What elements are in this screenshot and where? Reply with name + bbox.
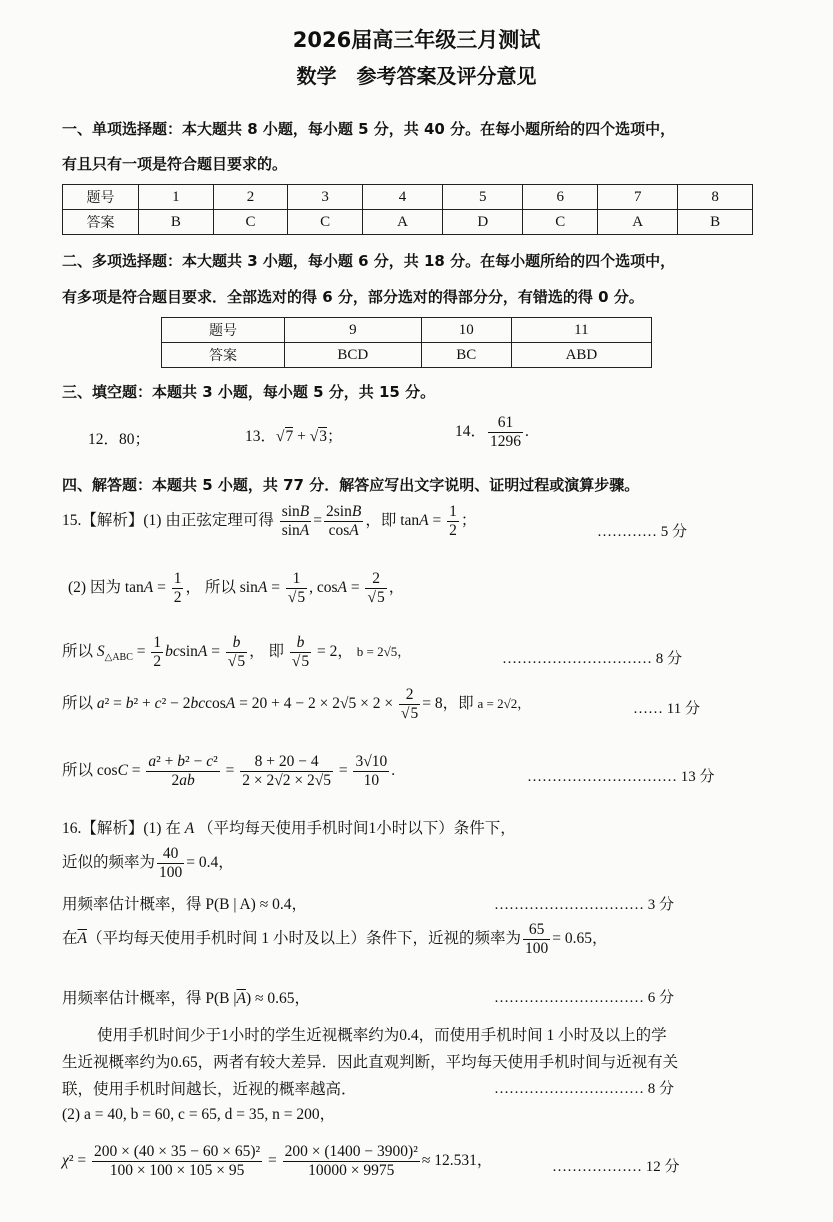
q16-line1: 16.【解析】(1) 在 A （平均每天使用手机时间1小时以下）条件下， (62, 820, 516, 837)
table-cell: 5 (443, 185, 523, 210)
q16-score-12: ……………… 12 分 (552, 1159, 680, 1175)
q15-l2-mid: 所以 (204, 578, 236, 596)
q15-l2-pre: (2) 因为 (68, 578, 121, 596)
table-header-cell: 答案 (162, 343, 285, 368)
q15-line5: 所以 cosC = $\frac{\text{a² + b² − c²}}{2ab}$ = $\frac{8 + 20 - 4}{2 \times 2√2 \times 2√5}$ = $\frac{3√10}{10}$ . (62, 753, 396, 789)
table-cell: C (288, 210, 363, 235)
q15-l4-a: a = 2√2， (477, 695, 531, 711)
q12-answer: 12．80； (88, 431, 151, 448)
q16-l4-mid: （平均每天使用手机时间 1 小时及以上）条件下，近视的频率为 (86, 929, 521, 947)
q13-label: 13． (245, 428, 277, 445)
table-cell: D (443, 210, 523, 235)
q16-score-6: ………………………… 6 分 (494, 990, 675, 1006)
q15-score-13: ………………………… 13 分 (527, 769, 715, 785)
q16-chi-square: χ² = $\frac{\text{200 × (40 × 35 − 60 × 65)²}}{100 \times 100 \times 105 \times 95}$ = $\frac{\text{200 × (1400 − 3900)²}}{10000 \times 9975}$ ≈ 12.531， (62, 1143, 493, 1179)
q16-l4-tail: = 0.65， (552, 929, 608, 947)
sec3-heading: 三、填空题：本题共 3 小题，每小题 5 分，共 15 分。 (62, 383, 436, 401)
q16-l5-pre: 用频率估计概率，得 P(B | (62, 990, 237, 1007)
table-header-cell: 题号 (162, 318, 285, 343)
q15-line3: 所以 $S_{\triangle ABC}$ = $\frac{1}{2}$ bcsinA = $\frac{b}{√5}$ ， 即 $\frac{b}{√5}$ = 2， b = 2√5， (62, 634, 411, 670)
table-cell: 11 (511, 318, 651, 343)
chi-frac1-num: 200 × (40 × 35 − 60 × 65)² (93, 1143, 261, 1160)
table-cell: BCD (285, 343, 422, 368)
table-cell: 3 (288, 185, 363, 210)
q16-line6: (2) a = 40, b = 60, c = 65, d = 35, n = 200， (62, 1106, 336, 1123)
q13-sqrt2: 3 (319, 428, 328, 445)
q16-score-8: ………………………… 8 分 (494, 1081, 675, 1097)
q16-line5: 用频率估计概率，得 P(B $|\overline{A}) \approx 0.65$， (62, 990, 310, 1007)
q14-tail: . (525, 422, 529, 440)
table-header-cell: 题号 (63, 185, 139, 210)
sec1-heading-line2: 有且只有一项是符合题目要求的。 (62, 155, 288, 173)
q15-l3-pre: 所以 (62, 642, 94, 660)
q16-l5-tail: ) ≈ 0.65， (245, 990, 310, 1007)
table-cell: 9 (285, 318, 422, 343)
table-cell: BC (421, 343, 511, 368)
q14-answer (455, 414, 529, 451)
q16-para-line1: 使用手机时间少于1小时的学生近视概率约为0.4，而使用手机时间 1 小时及以上的学 (97, 1027, 667, 1044)
q15-l3-mid: 即 (268, 642, 285, 660)
q16-line3: 用频率估计概率，得 P(B | A) ≈ 0.4， (62, 896, 307, 913)
q15-score-5: ………… 5 分 (597, 524, 688, 540)
table-cell: C (523, 210, 598, 235)
q16-l4-den: 100 (525, 939, 549, 957)
table-row (162, 318, 652, 343)
table-cell: C (213, 210, 288, 235)
table-cell: ABD (511, 343, 651, 368)
q16-l4-pre: 在 (62, 929, 78, 947)
q15-jiyi: 即 (380, 511, 397, 529)
q14-label: 14． (455, 422, 487, 440)
sec4-heading: 四、解答题：本题共 5 小题，共 77 分．解答应写出文字说明、证明过程或演算步骤。 (62, 476, 640, 494)
page-title: 2026届高三年级三月测试 (292, 28, 541, 52)
table-row (63, 185, 753, 210)
table-cell: A (362, 210, 442, 235)
q16-l4-num: 65 (523, 921, 550, 940)
table-cell: 10 (421, 318, 511, 343)
sec2-heading-line1: 二、多项选择题：本大题共 3 小题，每小题 6 分，共 18 分。在每小题所给的四个选项中， (62, 252, 676, 270)
q16-para-line2: 生近视概率约为0.65，两者有较大差异．因此直观判断，平均每天使用手机时间与近视有关 (62, 1054, 679, 1071)
table-cell: 6 (523, 185, 598, 210)
q16-l2-den: 100 (159, 863, 183, 881)
q15-l3-b: b = 2√5， (356, 643, 411, 659)
table-row (63, 210, 753, 235)
chi-frac2-den: 10000 × 9975 (308, 1161, 395, 1179)
q16-l1: 16.【解析】(1) 在 (62, 820, 181, 837)
q13-sqrt1: 7 (285, 428, 294, 445)
q16-l1-b: （平均每天使用手机时间1小时以下）条件下， (198, 820, 516, 837)
table-cell: 8 (678, 185, 753, 210)
table-cell: B (139, 210, 214, 235)
table-cell: B (678, 210, 753, 235)
sec1-heading-line1: 一、单项选择题：本大题共 8 小题，每小题 5 分，共 40 分。在每小题所给的四个选项中， (62, 120, 676, 138)
q15-line2: (2) 因为 tanA = $\frac{1}{2}$ ， 所以 sinA = $\frac{1}{√5}$ , cosA = $\frac{2}{√5}$ ， (68, 570, 405, 606)
q15-l4-eq2: = 8，即 (422, 694, 474, 712)
table-cell: 2 (213, 185, 288, 210)
chi-frac2-num: 200 × (1400 − 3900)² (284, 1143, 418, 1160)
q15-score-8: ………………………… 8 分 (502, 651, 683, 667)
table-cell: 7 (598, 185, 678, 210)
q16-line2 (62, 845, 234, 882)
q15-score-11: …… 11 分 (633, 701, 700, 717)
q13-tail: ； (327, 428, 343, 445)
q15-line4: 所以 a² = b² + c² − 2bccosA = 20 + 4 − 2 × 2√5 × 2 × $\frac{2}{√5}$ = 8，即 a = 2√2， (62, 686, 531, 722)
q14-numerator: 61 (488, 414, 523, 433)
page-subtitle: 数学 参考答案及评分意见 (296, 64, 537, 88)
sec2-heading-line2: 有多项是符合题目要求．全部选对的得 6 分，部分选对的得部分分，有错选的得 0 分。 (62, 288, 644, 306)
q15-line1: 15.【解析】(1) 由正弦定理可得 $\frac{\sin B}{\sin A}$ = $\frac{2\sin B}{\cos A}$ ，即 tanA = $\frac{1}{2}$ ； (62, 503, 477, 539)
q16-line4: 在$\overline{A}$（平均每天使用手机时间 1 小时及以上）条件下，近视的频率为 $\frac{65}{100}$ = 0.65， (62, 921, 608, 957)
q16-l2-num: 40 (157, 845, 184, 864)
q15-intro: 15.【解析】(1) 由正弦定理可得 (62, 511, 274, 529)
table-cell: 4 (362, 185, 442, 210)
q16-para-line3: 联，使用手机时间越长，近视的概率越高． (62, 1081, 357, 1098)
sec1-answer-table (62, 184, 753, 235)
q15-l5-pre: 所以 (62, 761, 94, 779)
q16-l2-pre: 近似的频率为 (62, 853, 156, 871)
table-header-cell: 答案 (63, 210, 139, 235)
q14-denominator: 1296 (490, 432, 522, 450)
chi-frac1-den: 100 × 100 × 105 × 95 (109, 1161, 245, 1179)
q15-l4-pre: 所以 (62, 694, 94, 712)
table-cell: A (598, 210, 678, 235)
sec2-answer-table (161, 317, 652, 368)
q16-l2-tail: = 0.4， (186, 853, 234, 871)
q16-score-3: ………………………… 3 分 (494, 897, 675, 913)
q15-l4-eq: = 20 + 4 − 2 × 2√5 × 2 × (239, 694, 394, 712)
chi-tail: ≈ 12.531， (421, 1151, 493, 1169)
table-row (162, 343, 652, 368)
table-cell: 1 (139, 185, 214, 210)
q13-answer: 13．√7 + √3； (245, 428, 343, 445)
